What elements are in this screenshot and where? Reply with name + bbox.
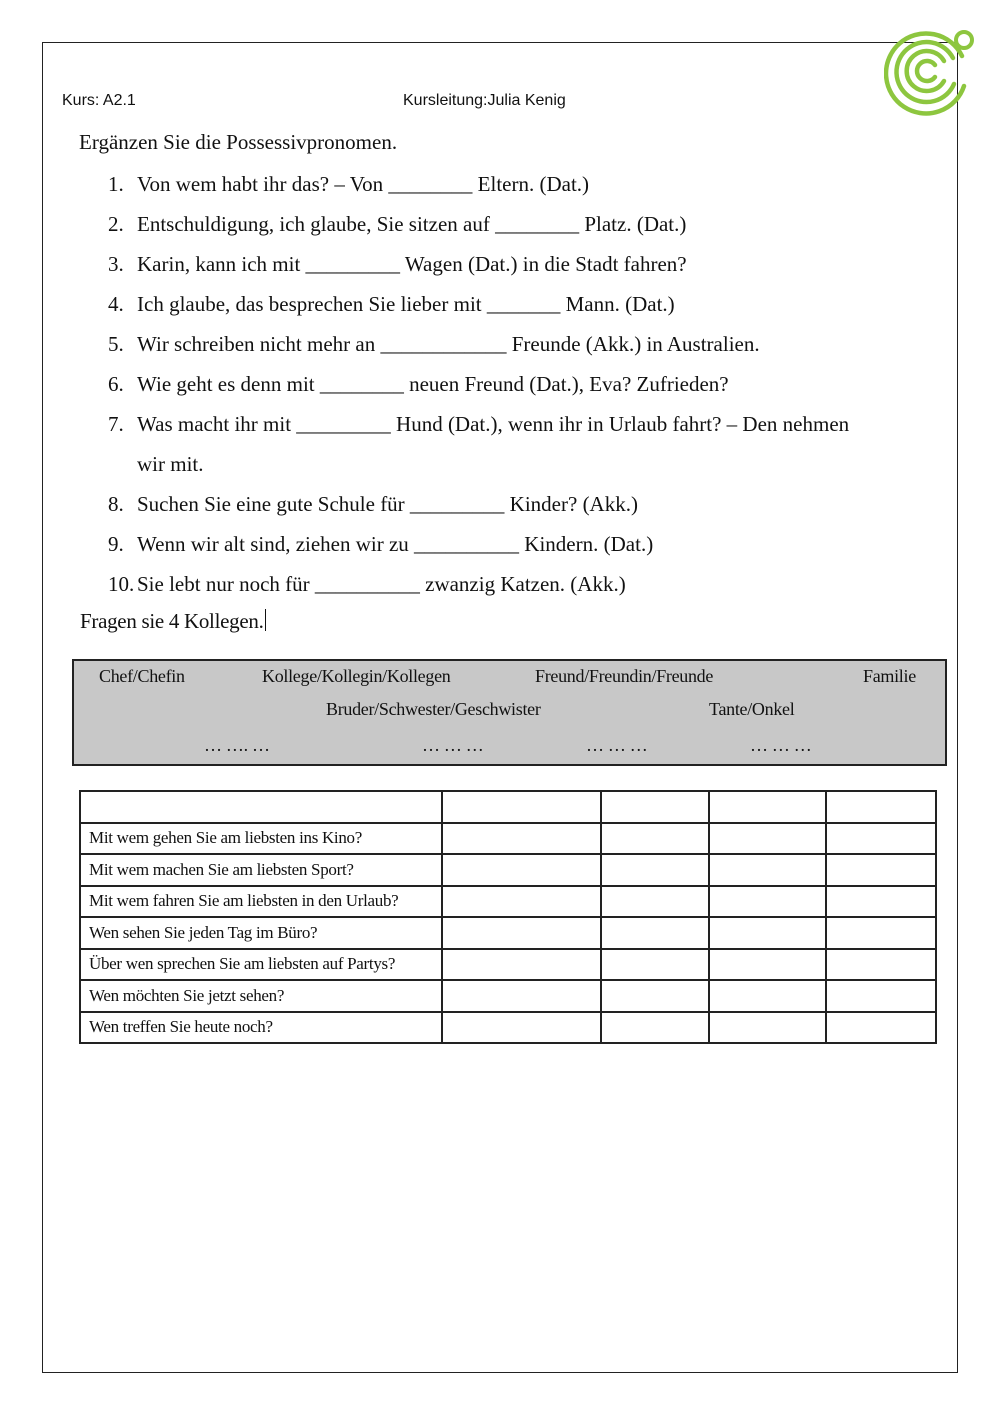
table-cell-answer[interactable]: [601, 1012, 709, 1044]
exercise-item: 5. Wir schreiben nicht mehr an ____________ Freunde (Akk.) in Australien.: [108, 332, 760, 356]
course-label: Kurs: A2.1: [62, 92, 136, 109]
table-row: [80, 1012, 936, 1044]
goethe-institut-logo: [884, 24, 976, 116]
word-bruder: Bruder/Schwester/Geschwister: [326, 699, 541, 719]
exercise-item-continuation: wir mit.: [137, 452, 204, 476]
table-cell-question: Mit wem gehen Sie am liebsten ins Kino?: [80, 823, 442, 855]
table-cell-answer[interactable]: [601, 823, 709, 855]
word-ellipsis: … …. …: [204, 735, 270, 755]
word-tante: Tante/Onkel: [709, 699, 795, 719]
table-cell-answer[interactable]: [709, 1012, 827, 1044]
table-cell-answer[interactable]: [442, 1012, 601, 1044]
survey-title: Fragen sie 4 Kollegen.: [80, 609, 264, 633]
exercise-item: 4. Ich glaube, das besprechen Sie lieber mit _______ Mann. (Dat.): [108, 292, 675, 316]
table-row: [80, 980, 936, 1012]
word-ellipsis: … … …: [586, 735, 648, 755]
table-cell-answer[interactable]: [709, 949, 827, 981]
exercise-item: 3. Karin, kann ich mit _________ Wagen (Dat.) in die Stadt fahren?: [108, 252, 687, 276]
table-cell-answer[interactable]: [442, 823, 601, 855]
word-kollege: Kollege/Kollegin/Kollegen: [262, 666, 451, 686]
table-cell-answer[interactable]: [709, 854, 827, 886]
table-cell-answer[interactable]: [442, 917, 601, 949]
instructor-label: Kursleitung:Julia Kenig: [403, 92, 566, 109]
table-cell-question: [80, 791, 442, 823]
table-cell-answer[interactable]: [601, 949, 709, 981]
table-cell-answer[interactable]: [826, 949, 936, 981]
word-freund: Freund/Freundin/Freunde: [535, 666, 714, 686]
table-cell-answer[interactable]: [826, 917, 936, 949]
table-cell-answer[interactable]: [442, 854, 601, 886]
table-row: [80, 917, 936, 949]
table-row: [80, 791, 936, 823]
table-cell-answer[interactable]: [826, 823, 936, 855]
word-ellipsis: … … …: [750, 735, 812, 755]
exercise-item: 8. Suchen Sie eine gute Schule für _________ Kinder? (Akk.): [108, 492, 638, 516]
word-familie: Familie: [863, 666, 916, 686]
table-row: [80, 886, 936, 918]
table-row: [80, 949, 936, 981]
table-cell-answer[interactable]: [826, 1012, 936, 1044]
table-cell-answer[interactable]: [601, 791, 709, 823]
table-cell-question: Wen treffen Sie heute noch?: [80, 1012, 442, 1044]
table-cell-answer[interactable]: [601, 886, 709, 918]
exercise-item: 1. Von wem habt ihr das? – Von ________ Eltern. (Dat.): [108, 172, 590, 196]
table-cell-question: Mit wem fahren Sie am liebsten in den Urlaub?: [80, 886, 442, 918]
table-cell-question: Wen möchten Sie jetzt sehen?: [80, 980, 442, 1012]
text-cursor: [265, 609, 266, 631]
table-cell-answer[interactable]: [601, 854, 709, 886]
exercise-instruction: Ergänzen Sie die Possessivpronomen.: [79, 130, 398, 154]
table-cell-answer[interactable]: [442, 886, 601, 918]
table-cell-answer[interactable]: [826, 854, 936, 886]
table-cell-answer[interactable]: [709, 917, 827, 949]
table-cell-question: Wen sehen Sie jeden Tag im Büro?: [80, 917, 442, 949]
table-cell-answer[interactable]: [709, 886, 827, 918]
table-cell-answer[interactable]: [709, 823, 827, 855]
word-box: [72, 659, 947, 766]
word-chef: Chef/Chefin: [99, 666, 185, 686]
exercise-item: 6. Wie geht es denn mit ________ neuen Freund (Dat.), Eva? Zufrieden?: [108, 372, 729, 396]
table-cell-answer[interactable]: [442, 949, 601, 981]
table-cell-question: Mit wem machen Sie am liebsten Sport?: [80, 854, 442, 886]
table-row: [80, 823, 936, 855]
table-cell-answer[interactable]: [601, 917, 709, 949]
table-row: [80, 854, 936, 886]
table-cell-answer[interactable]: [709, 791, 827, 823]
exercise-list: [108, 164, 938, 604]
table-cell-answer[interactable]: [601, 980, 709, 1012]
table-cell-answer[interactable]: [442, 791, 601, 823]
table-cell-answer[interactable]: [826, 791, 936, 823]
table-cell-answer[interactable]: [826, 886, 936, 918]
exercise-item: 9. Wenn wir alt sind, ziehen wir zu __________ Kindern. (Dat.): [108, 532, 654, 556]
exercise-item: 10. Sie lebt nur noch für __________ zwanzig Katzen. (Akk.): [108, 572, 626, 596]
table-cell-question: Über wen sprechen Sie am liebsten auf Partys?: [80, 949, 442, 981]
table-cell-answer[interactable]: [442, 980, 601, 1012]
survey-table: [79, 790, 937, 1044]
table-cell-answer[interactable]: [709, 980, 827, 1012]
exercise-item: 2. Entschuldigung, ich glaube, Sie sitzen auf ________ Platz. (Dat.): [108, 212, 687, 236]
word-ellipsis: … … …: [422, 735, 484, 755]
exercise-item: 7. Was macht ihr mit _________ Hund (Dat.), wenn ihr in Urlaub fahrt? – Den nehmen: [108, 412, 850, 436]
table-cell-answer[interactable]: [826, 980, 936, 1012]
